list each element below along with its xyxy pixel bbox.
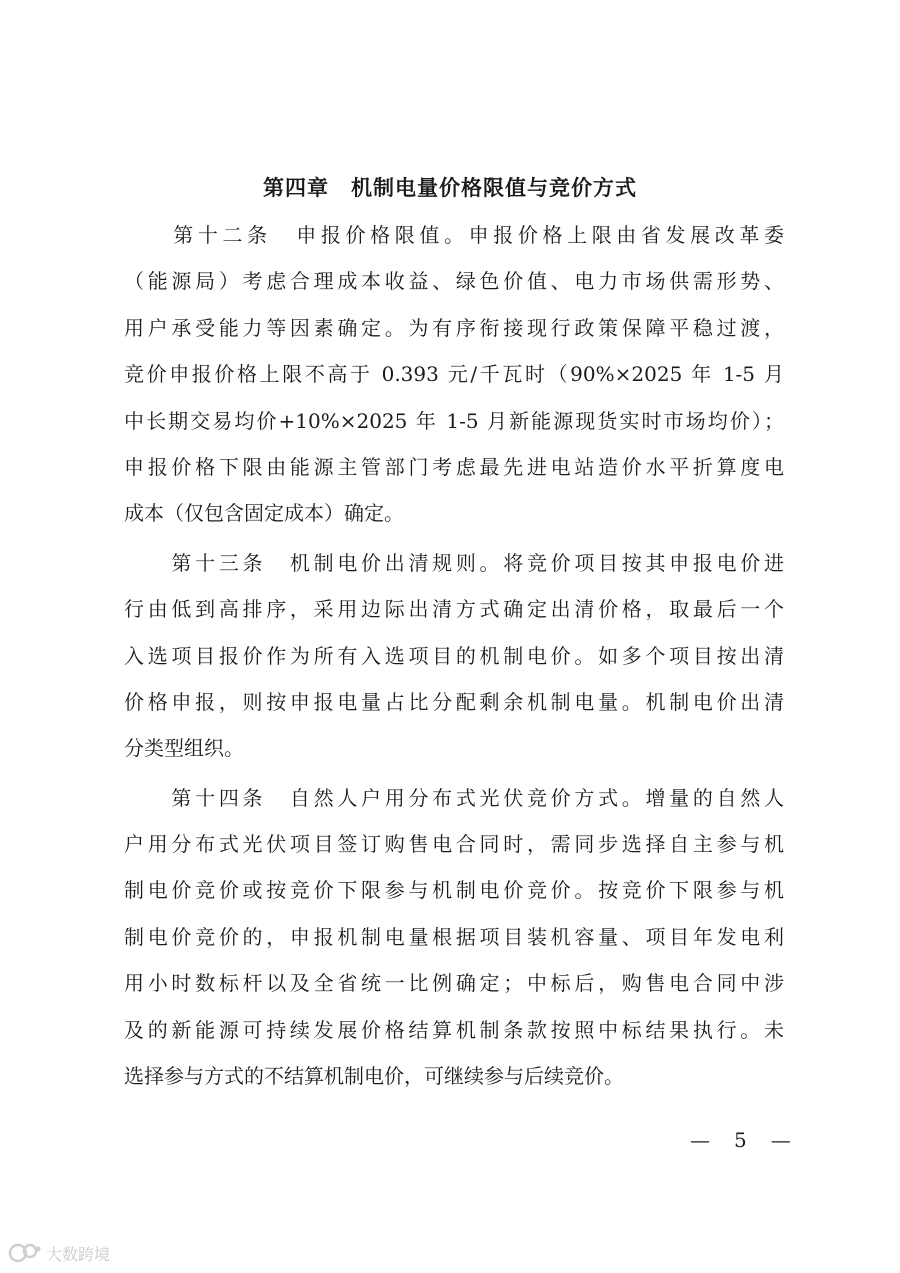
text-line: 用户承受能力等因素确定。为有序衔接现行政策保障平稳过渡，: [124, 315, 784, 340]
text-line: 第十二条 申报价格限值。申报价格上限由省发展改革委: [124, 223, 784, 247]
text-line: 制电价竞价的，申报机制电量根据项目装机容量、项目年发电利: [124, 924, 784, 949]
text-line: 行由低到高排序，采用边际出清方式确定出清价格，取最后一个: [124, 597, 784, 622]
text-line: 用小时数标杆以及全省统一比例确定；中标后，购售电合同中涉: [124, 971, 784, 996]
article-13-paragraph: [124, 540, 784, 772]
text-line: 第十三条 机制电价出清规则。将竞价项目按其申报电价进: [124, 550, 784, 575]
text-line: 制电价竞价或按竞价下限参与机制电价竞价。按竞价下限参与机: [124, 878, 784, 903]
text-line: 成本（仅包含固定成本）确定。: [124, 501, 404, 526]
article-12-paragraph: [124, 212, 784, 537]
text-line: 中长期交易均价+10%×2025 年 1-5 月新能源现货实时市场均价）；: [124, 408, 784, 433]
watermark-text: 大数跨境: [46, 1244, 111, 1264]
text-line: 选择参与方式的不结算机制电价，可继续参与后续竞价。: [124, 1064, 624, 1089]
page-number: — 5 —: [690, 1128, 793, 1152]
text-line: 分类型组织。: [124, 736, 244, 761]
article-14-paragraph: [124, 775, 784, 1100]
watermark: [8, 1238, 110, 1268]
body-text: [124, 212, 784, 1099]
text-line: 入选项目报价作为所有入选项目的机制电价。如多个项目按出清: [124, 643, 784, 668]
text-line: 第十四条 自然人户用分布式光伏竞价方式。增量的自然人: [124, 785, 784, 810]
text-line: 申报价格下限由能源主管部门考虑最先进电站造价水平折算度电: [124, 454, 784, 479]
brand-logo-icon: [8, 1241, 42, 1265]
text-line: 价格申报，则按申报电量占比分配剩余机制电量。机制电价出清: [124, 689, 784, 714]
text-line: 竞价申报价格上限不高于 0.393 元/千瓦时（90%×2025 年 1-5 月: [124, 362, 784, 387]
text-line: （能源局）考虑合理成本收益、绿色价值、电力市场供需形势、: [124, 269, 784, 294]
text-line: 户用分布式光伏项目签订购售电合同时，需同步选择自主参与机: [124, 832, 784, 857]
text-line: 及的新能源可持续发展价格结算机制条款按照中标结果执行。未: [124, 1017, 784, 1042]
chapter-title: 第四章 机制电量价格限值与竞价方式: [263, 176, 637, 200]
